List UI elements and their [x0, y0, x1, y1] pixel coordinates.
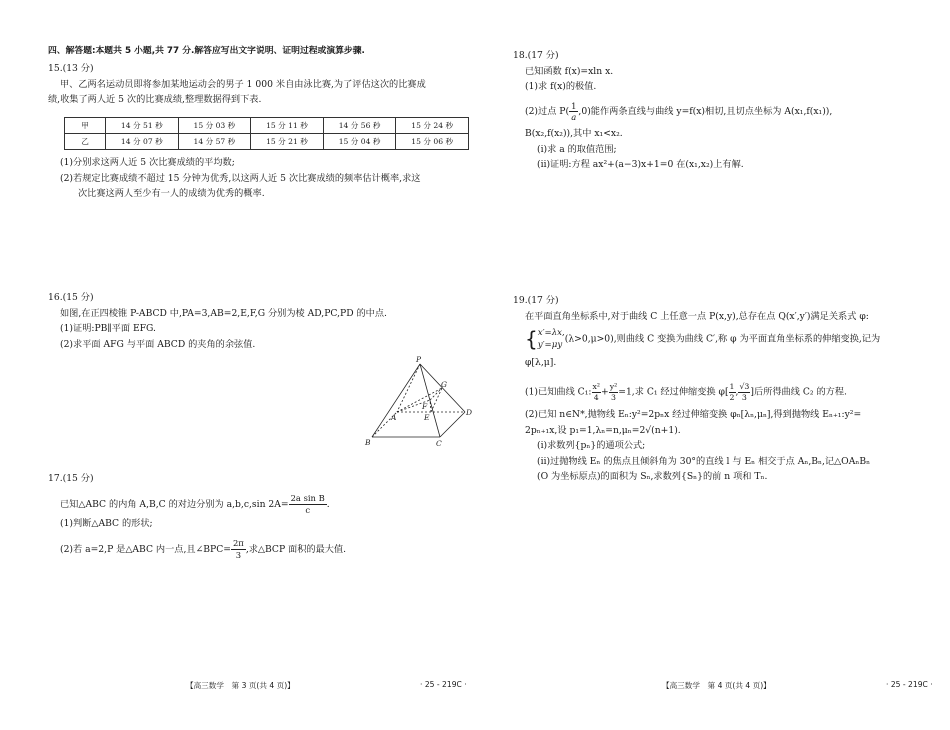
q18-block [513, 48, 613, 95]
q19-frac4 [735, 382, 750, 402]
q19-eq1: x′=λx, [537, 328, 565, 338]
table-cell: 14 分 51 秒 [106, 118, 179, 134]
label-b: B [365, 438, 371, 447]
q15-block [48, 61, 426, 108]
footer-page-label: 【高三数学 第 3 页(共 4 页)】 [186, 681, 295, 690]
table-cell: 14 分 56 秒 [323, 118, 396, 134]
table-cell: 15 分 11 秒 [251, 118, 324, 134]
q19-stem-line2: (λ>0,μ>0),则曲线 C 变换为曲线 C′,称 φ 为平面直角坐标系的伸缩变换,记为 [564, 333, 881, 345]
q19-frac1-num: x² [592, 382, 601, 391]
q18-part2 [525, 101, 832, 122]
q15-part2-line1: (2)若规定比赛成绩不超过 15 分钟为优秀,以这两人近 5 次比赛成绩的频率估计概率,求这 [60, 172, 421, 184]
q19-part1-text3: ]后所得曲线 C₂ 的方程. [750, 386, 847, 398]
table-cell: 15 分 21 秒 [251, 134, 324, 150]
q19-frac1-den: 4 [593, 392, 599, 402]
q15-label: 15.(13 分) [48, 63, 94, 74]
q19-sub-ii-line2: (O 为坐标原点)的面积为 Sₙ,求数列{Sₙ}的前 n 项和 Tₙ. [537, 471, 768, 482]
q18-part2-text2: ,0)能作两条直线与曲线 y=f(x)相切,且切点坐标为 A(x₁,f(x₁)), [578, 106, 833, 117]
table-row [65, 134, 469, 150]
q18-frac-num: 1 [571, 101, 577, 111]
q19-frac3-den: 2 [729, 392, 735, 402]
q19-part1-text: (1)已知曲线 C₁: [525, 386, 592, 398]
table-cell: 15 分 24 秒 [396, 118, 469, 134]
q17-frac-num: 2a sin B [290, 493, 325, 503]
pyramid-figure [360, 352, 475, 452]
q17-part1: (1)判断△ABC 的形状; [60, 518, 153, 529]
q18-part2-line2: B(x₂,f(x₂)),其中 x₁<x₂. [525, 128, 623, 139]
q19-part2-line1: (2)已知 n∈N*,抛物线 Eₙ:y²=2pₙx 经过伸缩变换 φₙ[λₙ,μₙ],得到抛物线 Eₙ₊₁:y²= [525, 409, 862, 420]
label-a: A [391, 413, 397, 422]
q18-part2-text: (2)过点 P( [525, 106, 570, 117]
label-p: P [416, 355, 422, 364]
footer-code: · 25 - 219C · [420, 680, 467, 689]
right-page [475, 0, 950, 730]
q19-comma: , [735, 386, 739, 398]
label-d: D [466, 408, 473, 417]
q15-stem-line1: 甲、乙两名运动员即将参加某地运动会的男子 1 000 米自由泳比赛,为了评估这次的比赛成 [60, 78, 426, 90]
label-g: G [441, 380, 447, 389]
table-cell: 14 分 57 秒 [178, 134, 251, 150]
q19-part1-text2: =1,求 C₁ 经过伸缩变换 φ[ [618, 386, 729, 398]
table-row [65, 118, 469, 134]
table-cell: 15 分 06 秒 [396, 134, 469, 150]
q19-frac2-num: y² [609, 382, 618, 391]
q18-stem: 已知函数 f(x)=xln x. [525, 65, 614, 77]
footer-page-label: 【高三数学 第 4 页(共 4 页)】 [662, 681, 771, 690]
q17-label: 17.(15 分) [48, 473, 94, 484]
q17-fraction [289, 493, 327, 516]
q15-part1: (1)分别求这两人近 5 次比赛成绩的平均数; [60, 157, 235, 168]
q15-parts [60, 155, 420, 202]
q19-part2-line2: 2pₙ₊₁x,设 p₁=1,λₙ=n,μₙ=2√(n+1). [525, 424, 681, 436]
table-cell: 14 分 07 秒 [106, 134, 179, 150]
label-e: E [424, 413, 430, 422]
q19-plus: + [601, 386, 609, 398]
q19-stem-line1: 在平面直角坐标系中,对于曲线 C 上任意一点 P(x,y),总存在点 Q(x′,y′)满足关系式 φ: [525, 311, 869, 322]
q18-sub-i: (ⅰ)求 a 的取值范围; [537, 143, 617, 155]
q19-label: 19.(17 分) [513, 295, 559, 306]
q19-frac3-num: 1 [729, 382, 735, 391]
q17-angle-den: 3 [235, 550, 242, 560]
q19-frac4-num: √3 [739, 382, 750, 391]
footer-code: · 25 - 219C · [886, 680, 933, 689]
q19-part1 [525, 382, 847, 402]
q19-frac2 [609, 382, 619, 402]
q19-system-eqs [538, 327, 565, 351]
table-cell: 乙 [65, 134, 106, 150]
q16-stem: 如图,在正四棱锥 P-ABCD 中,PA=3,AB=2,E,F,G 分别为棱 AD,PC,PD 的中点. [60, 307, 387, 319]
q17-frac-den: c [305, 505, 311, 515]
q19-sub-ii-line1: (ⅱ)过抛物线 Eₙ 的焦点且倾斜角为 30°的直线 l 与 Eₙ 相交于点 Aₙ,Bₙ,记△OAₙBₙ [537, 455, 871, 467]
q17-part2-text: (2)若 a=2,P 是△ABC 内一点,且∠BPC= [60, 544, 231, 555]
q19-frac3 [729, 382, 736, 402]
q18-sub-ii: (ⅱ)证明:方程 ax²+(a−3)x+1=0 在(x₁,x₂)上有解. [537, 159, 744, 170]
q19-sub-i: (ⅰ)求数列{pₙ}的通项公式; [537, 440, 646, 451]
q18-label: 18.(17 分) [513, 50, 559, 61]
table-cell: 甲 [65, 118, 106, 134]
q19-frac4-den: 3 [741, 392, 747, 402]
q16-part1: (1)证明:PB∥平面 EFG. [60, 323, 156, 334]
q19-frac1 [592, 382, 602, 402]
q17-stem [60, 493, 330, 516]
q17-part2 [60, 538, 346, 561]
table-cell: 15 分 03 秒 [178, 118, 251, 134]
q18-part1: (1)求 f(x)的极值. [525, 81, 597, 92]
q18-frac-den: a [571, 112, 577, 122]
q16-label: 16.(15 分) [48, 292, 94, 303]
brace-icon: { [525, 327, 538, 351]
q19-system [525, 327, 880, 351]
q17-stem-end: . [326, 499, 330, 510]
q19-part2 [525, 407, 870, 485]
q18-part2-rest [525, 126, 744, 173]
section-title: 四、解答题:本题共 5 小题,共 77 分.解答应写出文字说明、证明过程或演算步骤. [48, 46, 365, 56]
q19-stem-line3: φ[λ,μ]. [525, 357, 557, 368]
q19-eq2: y′=μy [537, 340, 563, 350]
q17-angle-num: 2π [232, 538, 244, 548]
q17-part2-end: ,求△BCP 面积的最大值. [245, 544, 347, 555]
q15-score-table [64, 117, 469, 150]
q16-block [48, 290, 387, 352]
q17-angle-fraction [231, 538, 246, 561]
q15-stem-line2: 绩,收集了两人近 5 次的比赛成绩,整理数据得到下表. [48, 94, 262, 105]
label-c: C [436, 439, 442, 448]
q17-stem-text: 已知△ABC 的内角 A,B,C 的对边分别为 a,b,c,sin 2A= [60, 499, 289, 510]
table-cell: 15 分 04 秒 [323, 134, 396, 150]
label-f: F [422, 402, 428, 411]
q16-part2: (2)求平面 AFG 与平面 ABCD 的夹角的余弦值. [60, 338, 256, 350]
q15-part2-line2: 次比赛这两人至少有一人的成绩为优秀的概率. [78, 188, 265, 199]
q19-frac2-den: 3 [611, 392, 616, 402]
